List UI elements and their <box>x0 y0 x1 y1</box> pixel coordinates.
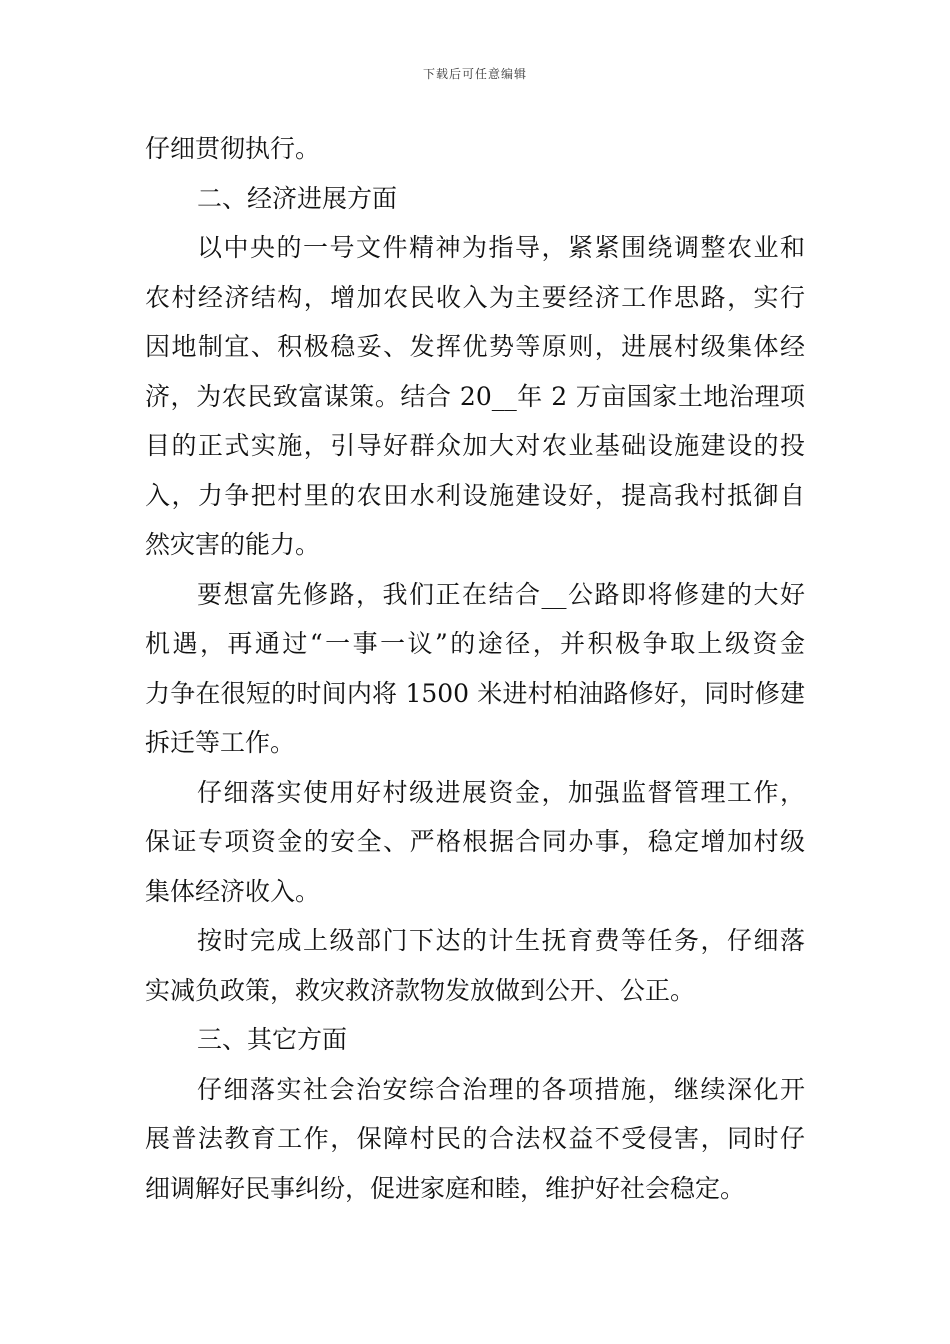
section-heading-economy: 二、经济进展方面 <box>197 183 398 213</box>
text-line: 然灾害的能力。 <box>145 530 321 559</box>
text-line: 按时完成上级部门下达的计生抚育费等任务，仔细落 <box>197 926 805 955</box>
text-line: 机遇，再通过“一事一议”的途径，并积极争取上级资金 <box>145 629 805 658</box>
text-line: 因地制宜、积极稳妥、发挥优势等原则，进展村级集体经 <box>145 332 805 361</box>
text-line: 以中央的一号文件精神为指导，紧紧围绕调整农业和 <box>197 233 805 262</box>
text-line: 农村经济结构，增加农民收入为主要经济工作思路，实行 <box>145 282 805 312</box>
text-line: 保证专项资金的安全、严格根据合同办事，稳定增加村级 <box>145 827 805 856</box>
page-header-note: 下载后可任意编辑 <box>422 67 527 81</box>
text-line: 入，力争把村里的农田水利设施建设好，提高我村抵御自 <box>145 480 805 510</box>
text-line: 济，为农民致富谋策。结合 20__年 2 万亩国家土地治理项 <box>145 381 805 411</box>
text-line: 实减负政策，救灾救济款物发放做到公开、公正。 <box>145 975 696 1005</box>
text-line: 仔细落实社会治安综合治理的各项措施，继续深化开 <box>197 1074 805 1104</box>
section-heading-other: 三、其它方面 <box>197 1025 348 1054</box>
text-line: 展普法教育工作，保障村民的合法权益不受侵害，同时仔 <box>145 1124 805 1153</box>
text-line: 力争在很短的时间内将 1500 米进村柏油路修好，同时修建 <box>145 678 805 708</box>
text-line: 集体经济收入。 <box>145 876 321 906</box>
text-line: 仔细落实使用好村级进展资金，加强监督管理工作， <box>197 777 805 807</box>
document-body <box>145 124 805 1213</box>
text-line: 要想富先修路，我们正在结合__公路即将修建的大好 <box>197 579 805 609</box>
text-line: 细调解好民事纠纷，促进家庭和睦，维护好社会稳定。 <box>145 1173 746 1203</box>
text-line: 仔细贯彻执行。 <box>145 134 321 163</box>
text-line: 目的正式实施，引导好群众加大对农业基础设施建设的投 <box>145 431 805 460</box>
text-line: 拆迁等工作。 <box>145 728 296 757</box>
